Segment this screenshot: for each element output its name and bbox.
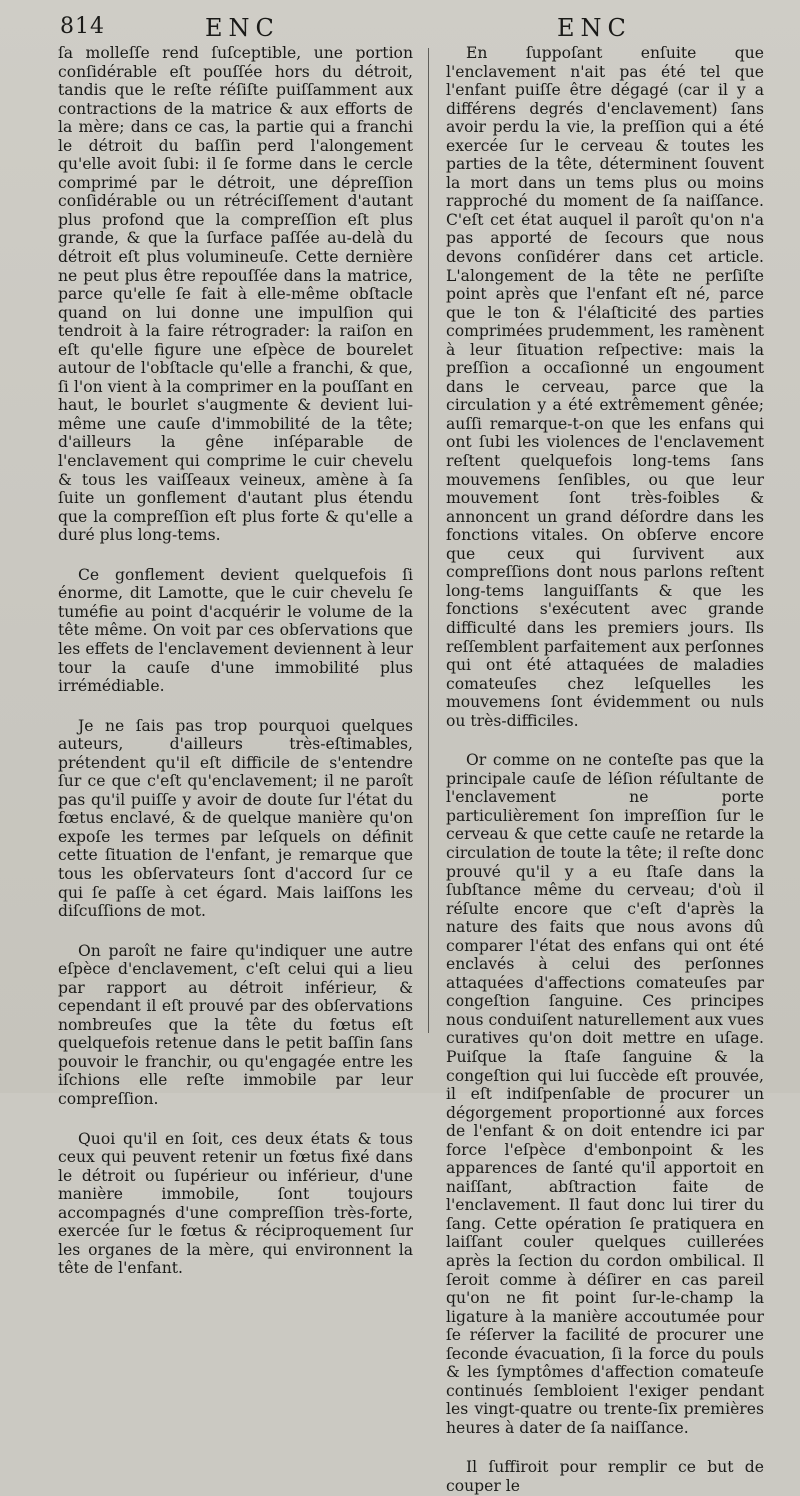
page-number: 814	[60, 14, 105, 39]
page-header	[0, 14, 800, 48]
right-column	[446, 44, 764, 1496]
paragraph: On paroît ne faire qu'indiquer une autre eſpèce d'enclavement, c'eſt celui qui a lieu par rapport au détroit inférieur, & cependant il eſt prouvé par des obſervations nombreuſes que la tête du fœtus eſt quelquefois retenue dans le petit baſſin ſans pouvoir le franchir, ou qu'engagée entre les iſchions elle reſte immobile par leur compreſſion.	[58, 941, 413, 1108]
paragraph: Quoi qu'il en ſoit, ces deux états & tous ceux qui peuvent retenir un fœtus fixé dans le détroit ou ſupérieur ou inférieur, d'une manière immobile, ſont toujours accompagnés d'une compreſſion très-forte, exercée ſur le fœtus & réciproquement ſur les organes de la mère, qui environnent la tête de l'enfant.	[58, 1129, 413, 1278]
paragraph: Ce gonflement devient quelquefois ſi énorme, dit Lamotte, que le cuir chevelu ſe tuméfie au point d'acquérir le volume de la tête même. On voit par ces obſervations que les effets de l'enclavement deviennent à leur tour la cauſe d'une immobilité plus irrémédiable.	[58, 565, 413, 696]
running-head-left: ENC	[205, 14, 280, 42]
paragraph: Il ſuffiroit pour remplir ce but de couper le	[446, 1458, 764, 1496]
running-head-right: ENC	[557, 14, 632, 42]
paragraph: Je ne ſais pas trop pourquoi quelques auteurs, d'ailleurs très-eſtimables, prétendent qu'il eſt difficile de s'entendre ſur ce que c'eſt qu'enclavement; il ne paroît pas qu'il puiſſe y avoir de doute ſur l'état du fœtus enclavé, & de quelque manière qu'on expoſe les termes par leſquels on définit cette ſituation de l'enfant, je remarque que tous les obſervateurs ſont d'accord ſur ce qui ſe paſſe à cet égard. Mais laiſſons les diſcuſſions de mot.	[58, 716, 413, 921]
column-rule	[428, 48, 429, 1033]
paragraph: Or comme on ne conteſte pas que la principale cauſe de léſion réſultante de l'enclavement ne porte particulièrement ſon impreſſion ſur le cerveau & que cette cauſe ne retarde la circulation de toute la tête; il reſte donc prouvé qu'il y a eu ſtaſe dans la ſubſtance même du cerveau; d'où il réſulte encore que c'eſt d'après la nature des faits que nous avons dû comparer l'état des enfans qui ont été enclavés à celui des perſonnes attaquées d'affections comateuſes par congeſtion ſanguine. Ces principes nous conduiſent naturellement aux vues curatives qu'on doit mettre en uſage. Puiſque la ſtaſe ſanguine & la congeſtion qui lui ſuccède eſt prouvée, il eſt indiſpenſable de procurer un dégorgement proportionné aux forces de l'enfant & on doit entendre ici par force l'eſpèce d'embonpoint & les apparences de ſanté qu'il apportoit en naiſſant, abſtraction faite de l'enclavement. Il faut donc lui tirer du ſang. Cette opération ſe pratiquera en laiſſant couler quelques cuillerées après la ſection du cordon ombilical. Il ſeroit comme à déſirer en cas pareil qu'on ne fit point ſur-le-champ la ligature à la manière accoutumée pour ſe réſerver la facilité de procurer une ſeconde évacuation, ſi la force du pouls & les ſymptômes d'affection comateuſe continués ſembloient l'exiger pendant les vingt-quatre ou trente-ſix premières heures à dater de ſa naiſſance.	[446, 751, 764, 1437]
paragraph: ſa molleſſe rend ſuſceptible, une portion conſidérable eſt pouſſée hors du détroit, tandis que le reſte réſiſte puiſſamment aux contractions de la matrice & aux efforts de la mère; dans ce cas, la partie qui a franchi le détroit du baſſin perd l'alongement qu'elle avoit ſubi: il ſe forme dans le cercle comprimé par le détroit, une dépreſſion conſidérable ou un rétréciſſement d'autant plus profond que la compreſſion eſt plus grande, & que la ſurface paſſée au-delà du détroit eſt plus volumineuſe. Cette dernière ne peut plus être repouſſée dans la matrice, parce qu'elle ſe fait à elle-même obſtacle quand on lui donne une impulſion qui tendroit à la faire rétrograder: la raiſon en eſt qu'elle figure une eſpèce de bourelet autour de l'obſtacle qu'elle a franchi, & que, ſi l'on vient à la comprimer en la pouſſant en haut, le bourlet s'augmente & devient lui-même une cauſe d'immobilité de la tête; d'ailleurs la gêne inſéparable de l'enclavement qui comprime le cuir chevelu & tous les vaiſſeaux veineux, amène à ſa ſuite un gonflement d'autant plus étendu que la compreſſion eſt plus forte & qu'elle a duré plus long-tems.	[58, 44, 413, 545]
paragraph: En ſuppoſant enſuite que l'enclavement n'ait pas été tel que l'enfant puiſſe être dégagé (car il y a différens degrés d'enclavement) ſans avoir perdu la vie, la preſſion qui a été exercée ſur le cerveau & toutes les parties de la tête, déterminent ſouvent la mort dans un tems plus ou moins rapproché du moment de ſa naiſſance. C'eſt cet état auquel il paroît qu'on n'a pas apporté de ſecours que nous devons conſidérer dans cet article. L'alongement de la tête ne perſiſte point après que l'enfant eſt né, parce que le ton & l'élaſticité des parties comprimées prudemment, les ramènent à leur ſituation reſpective: mais la preſſion a occaſionné un engoument dans le cerveau, parce que la circulation y a été extrêmement gênée; auſſi remarque-t-on que les enfans qui ont ſubi les violences de l'enclavement reſtent quelquefois long-tems ſans mouvemens ſenſibles, ou que leur mouvement ſont très-foibles & annoncent un grand déſordre dans les fonctions vitales. On obſerve encore que ceux qui ſurvivent aux compreſſions dont nous parlons reſtent long-tems languiſſants & que les fonctions s'exécutent avec grande difficulté dans les premiers jours. Ils reſſemblent parfaitement aux perſonnes qui ont été attaquées de maladies comateuſes chez leſquelles les mouvemens ſont évidemment ou nuls ou très-difficiles.	[446, 44, 764, 730]
